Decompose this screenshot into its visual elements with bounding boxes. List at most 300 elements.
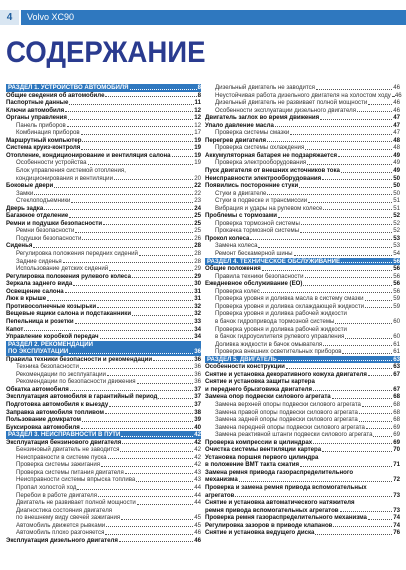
dot-leader — [54, 187, 193, 188]
dot-leader — [345, 338, 392, 339]
toc-entry-title: РАЗДЕЛ 3. НЕИСПРАВНОСТИ В ПУТИ — [8, 431, 121, 439]
toc-entry-title: Снятие и установка ведущего диска — [205, 529, 315, 537]
toc-section-heading — [205, 356, 400, 364]
toc-page-number: 19 — [194, 151, 201, 159]
toc-entry-title: Общие положения — [205, 265, 261, 273]
dot-leader — [258, 247, 392, 248]
header-bar — [21, 10, 406, 25]
dot-leader — [308, 202, 392, 203]
toc-page-number: 50 — [393, 174, 400, 182]
dot-leader — [172, 156, 194, 157]
toc-page-number: 40 — [194, 423, 201, 431]
toc-entry-title: Замки — [16, 189, 34, 197]
toc-entry — [6, 182, 201, 190]
toc-page-number: 68 — [393, 400, 400, 408]
dot-leader — [82, 239, 193, 240]
dot-leader — [109, 270, 193, 271]
dot-leader — [122, 443, 193, 444]
dot-leader — [80, 368, 193, 369]
dot-leader — [88, 164, 194, 165]
toc-page-number: 52 — [393, 219, 400, 227]
toc-entry-title: Замена ремня привода газораспределительного — [205, 468, 354, 476]
toc-entry — [205, 393, 400, 401]
dot-leader — [332, 398, 393, 399]
dot-leader — [130, 89, 197, 90]
toc-entry — [6, 318, 201, 326]
dot-leader — [316, 89, 392, 90]
toc-entry — [205, 129, 400, 137]
toc-page-number: 56 — [393, 257, 400, 265]
toc-entry-title: Проверка уровня и доливка масла в систему смазки — [215, 295, 364, 303]
dot-leader — [366, 428, 392, 429]
toc-entry-title: Доливка жидкости в бачок омывателя — [215, 340, 323, 348]
toc-entry-title: Система круиз-контроля — [6, 144, 81, 152]
toc-entry — [6, 197, 201, 205]
toc-page-number: 69 — [393, 423, 400, 431]
toc-page-number: 42 — [194, 461, 201, 469]
toc-entry — [205, 348, 400, 356]
dot-leader — [290, 134, 392, 135]
toc-page-number: 38 — [194, 408, 201, 416]
toc-entry-title: Проверка системы зажигания — [16, 461, 101, 469]
toc-entry — [6, 99, 201, 107]
toc-page-number: 28 — [194, 242, 201, 250]
toc-entry — [205, 310, 400, 318]
toc-entry-title: Вещевые ящики салона и подстаканники — [6, 310, 132, 318]
page-title: СОДЕРЖАНИЕ — [6, 36, 206, 69]
dot-leader — [299, 187, 392, 188]
toc-entry — [205, 220, 400, 228]
dot-leader — [69, 104, 193, 105]
toc-entry — [205, 122, 400, 130]
toc-entry-title: Люк в крыше — [6, 295, 47, 303]
toc-entry — [6, 235, 201, 243]
toc-entry-title: Особенности эксплуатации дизельного двигателя — [215, 106, 357, 114]
toc-entry-title: механизма — [205, 476, 238, 484]
toc-page-number: 31 — [194, 287, 201, 295]
dot-leader — [335, 323, 392, 324]
dot-leader — [105, 413, 193, 414]
toc-entry-title: Автомобиль плохо разгоняется — [16, 529, 105, 537]
page-header — [0, 10, 406, 25]
toc-entry — [6, 371, 201, 379]
dot-leader — [82, 421, 193, 422]
dot-leader — [153, 360, 193, 361]
toc-entry — [6, 333, 201, 341]
toc-entry-title: Сиденья — [6, 242, 33, 250]
toc-page-number: 48 — [393, 144, 400, 152]
toc-entry-title: Неисправности в системе пуска — [16, 453, 107, 461]
toc-entry-title: Проверка системы охлаждения — [215, 144, 305, 152]
toc-page-number: 61 — [393, 348, 400, 356]
toc-entry — [6, 250, 201, 258]
toc-entry — [6, 356, 201, 364]
toc-page-number: 69 — [393, 438, 400, 446]
toc-entry-title: Регулировка зазоров в приводе клапанов — [205, 521, 333, 529]
toc-entry-title: Ремни и подушки безопасности — [6, 219, 103, 227]
toc-entry-title: Перегрев двигателя — [205, 136, 267, 144]
toc-entry — [6, 227, 201, 235]
toc-page-number: 68 — [393, 416, 400, 424]
toc-entry-title: Упало давление масла — [205, 121, 274, 129]
toc-page-number: 44 — [194, 491, 201, 499]
toc-page-number: 28 — [194, 257, 201, 265]
toc-entry-title: Правила техники безопасности — [215, 272, 304, 280]
toc-entry-title: Панель приборов — [16, 121, 66, 129]
toc-page-number: 46 — [194, 529, 201, 537]
toc-entry-title: Неисправности системы впрыска топлива — [16, 476, 136, 484]
dot-leader — [278, 217, 392, 218]
toc-page-number: 37 — [194, 393, 201, 401]
dot-leader — [235, 496, 392, 497]
toc-entry — [205, 499, 400, 507]
toc-page-number: 45 — [194, 521, 201, 529]
toc-page-number: 42 — [194, 431, 201, 439]
dot-leader — [24, 330, 193, 331]
dot-leader — [69, 353, 193, 354]
toc-entry — [205, 144, 400, 152]
toc-entry-title: Регулировка положения рулевого колеса — [6, 272, 131, 280]
toc-entry — [6, 242, 201, 250]
toc-page-number: 19 — [194, 144, 201, 152]
dot-leader — [262, 270, 392, 271]
toc-page-number: 26 — [194, 234, 201, 242]
toc-entry-title: Прокол колеса — [205, 234, 250, 242]
toc-page-number: 17 — [194, 129, 201, 137]
toc-entry-title: агрегатов — [205, 491, 235, 499]
toc-entry-title: Багажное отделение — [6, 212, 69, 220]
toc-page-number: 31 — [194, 295, 201, 303]
toc-entry-title: Проверка тормозной системы — [215, 219, 300, 227]
toc-page-number: 8 — [197, 91, 201, 99]
toc-entry — [6, 446, 201, 454]
toc-entry — [6, 476, 201, 484]
toc-page-number: 25 — [194, 212, 201, 220]
toc-entry — [205, 273, 400, 281]
dot-leader — [121, 519, 193, 520]
toc-entry-title: Пропал холостой ход — [16, 483, 77, 491]
dot-leader — [365, 307, 392, 308]
dot-leader — [65, 111, 193, 112]
dot-leader — [368, 104, 392, 105]
dot-leader — [108, 458, 194, 459]
dot-leader — [132, 315, 193, 316]
toc-page-number: 74 — [393, 514, 400, 522]
toc-page-number: 37 — [194, 400, 201, 408]
toc-entry — [205, 265, 400, 273]
dot-leader — [119, 541, 193, 542]
toc-entry — [6, 92, 201, 100]
toc-entry — [6, 167, 201, 175]
dot-leader — [373, 436, 392, 437]
toc-page-number: 72 — [393, 476, 400, 484]
toc-entry-title: Проверка системы смазки — [215, 129, 290, 137]
toc-entry — [205, 242, 400, 250]
dot-leader — [73, 285, 193, 286]
toc-entry-title: Дизельный двигатель не заводится — [215, 84, 315, 91]
toc-section-heading — [6, 341, 201, 349]
toc-entry — [6, 469, 201, 477]
toc-entry — [6, 492, 201, 500]
toc-entry-title: Появились посторонние стуки — [205, 182, 299, 190]
toc-page-number: 42 — [194, 446, 201, 454]
toc-entry — [205, 227, 400, 235]
toc-page-number: 52 — [393, 227, 400, 235]
toc-entry — [205, 288, 400, 296]
toc-entry-title: Бензиновый двигатель не заводится — [16, 446, 120, 454]
toc-page-number: 46 — [393, 99, 400, 107]
toc-entry — [205, 476, 400, 484]
toc-page-number: 56 — [393, 287, 400, 295]
toc-page-number: 46 — [393, 84, 400, 91]
toc-entry — [6, 273, 201, 281]
toc-section-heading — [6, 348, 201, 356]
toc-entry-title: Управление коробкой передач — [6, 333, 99, 341]
dot-leader — [303, 285, 392, 286]
dot-leader — [261, 292, 392, 293]
toc-entry-title: Блок управления системой отопления, — [16, 167, 126, 175]
toc-entry — [6, 378, 201, 386]
toc-page-number: 43 — [194, 468, 201, 476]
toc-entry-title: РАЗДЕЛ 4. ТЕХНИЧЕСКОЕ ОБСЛУЖИВАНИЕ — [207, 257, 341, 265]
toc-entry — [205, 205, 400, 213]
toc-entry-title: Боковые двери — [6, 182, 54, 190]
toc-page-number: 63 — [393, 355, 400, 363]
toc-entry — [6, 212, 201, 220]
dot-leader — [368, 519, 392, 520]
dot-leader — [342, 353, 392, 354]
dot-leader — [357, 111, 392, 112]
toc-entry-title: Подготовка автомобиля к выезду — [6, 400, 109, 408]
toc-entry — [205, 212, 400, 220]
toc-entry-title: Ремни безопасности — [16, 227, 75, 235]
toc-entry-title: Задние сиденья — [16, 257, 62, 265]
toc-page-number: 54 — [393, 250, 400, 258]
toc-page-number: 46 — [394, 91, 402, 99]
toc-entry-title: Неисправности электрооборудования — [205, 174, 322, 182]
toc-entry-title: Противосолнечные козырьки — [6, 302, 97, 310]
toc-entry — [6, 159, 201, 167]
toc-page-number: 74 — [393, 521, 400, 529]
toc-entry — [6, 258, 201, 266]
dot-leader — [250, 239, 392, 240]
toc-entry — [6, 416, 201, 424]
toc-entry — [6, 529, 201, 537]
toc-page-number: 22 — [194, 182, 201, 190]
toc-entry-title: в положение ВМТ такта сжатия — [205, 461, 300, 469]
toc-entry — [6, 363, 201, 371]
toc-left-column — [6, 84, 201, 544]
dot-leader — [125, 473, 193, 474]
dot-leader — [67, 126, 193, 127]
toc-entry-title: Проверка уровня и доливка рабочей жидкости — [215, 325, 347, 333]
toc-entry — [6, 175, 201, 183]
toc-entry — [205, 341, 400, 349]
toc-entry-title: Стуки в двигателе — [215, 189, 267, 197]
dot-leader — [105, 534, 193, 535]
toc-section-heading — [6, 84, 201, 92]
toc-entry-title: Замена верхней опоры подвески силового агрегата — [215, 400, 361, 408]
dot-leader — [100, 338, 194, 339]
toc-page-number: 47 — [393, 114, 400, 122]
toc-entry-title: Правила техники безопасности и рекомендации — [6, 355, 153, 363]
toc-page-number: 39 — [194, 416, 201, 424]
toc-entry-title: кондиционирования и вентиляции — [16, 174, 113, 182]
dot-leader — [300, 466, 392, 467]
toc-entry-title: Очистка системы вентиляции картера — [205, 446, 322, 454]
toc-entry — [205, 514, 400, 522]
dot-leader — [120, 451, 193, 452]
toc-entry-title: в бачок гидропривода тормозной системы — [215, 317, 335, 325]
toc-entry-title: Перебои в работе двигателя — [16, 491, 98, 499]
toc-page-number: 51 — [393, 204, 400, 212]
toc-entry — [205, 446, 400, 454]
toc-entry-title: Снятие и установка декоративного кожуха двигателя — [205, 370, 367, 378]
toc-entry-title: Проверка электрооборудования — [215, 159, 307, 167]
toc-entry-title: Органы управления — [6, 114, 67, 122]
toc-page-number: 56 — [393, 272, 400, 280]
toc-entry-title: Общие сведения об автомобиле — [6, 91, 105, 99]
toc-entry — [6, 522, 201, 530]
dot-leader — [109, 406, 193, 407]
toc-entry-title: Замена опор подвески силового агрегата — [205, 393, 331, 401]
toc-page-number: 36 — [194, 348, 201, 356]
toc-entry — [205, 159, 400, 167]
dot-leader — [323, 345, 392, 346]
toc-entry-title: ремня привода вспомогательных агрегатов — [205, 506, 339, 514]
toc-entry-title: Автомобиль движется рывками — [16, 521, 106, 529]
toc-entry-title: Двигатель не развивает полной мощности — [16, 499, 136, 507]
toc-entry — [205, 99, 400, 107]
toc-entry — [205, 507, 400, 515]
toc-page-number: 73 — [393, 491, 400, 499]
toc-page-number: 22 — [194, 189, 201, 197]
toc-entry — [205, 401, 400, 409]
toc-entry — [205, 416, 400, 424]
toc-entry — [6, 514, 201, 522]
toc-page-number: 34 — [194, 333, 201, 341]
toc-page-number: 33 — [194, 317, 201, 325]
toc-entry — [205, 386, 400, 394]
toc-entry-title: Буксировка автомобиля — [6, 423, 80, 431]
toc-entry — [6, 114, 201, 122]
toc-entry — [6, 295, 201, 303]
toc-entry-title: Эксплуатация автомобиля в гарантийный период — [6, 393, 158, 401]
toc-entry-title: Проверка системы питания двигателя — [16, 468, 124, 476]
dot-leader — [278, 360, 393, 361]
toc-entry — [205, 431, 400, 439]
toc-entry-title: Замена задней опоры подвески силового агрегата — [215, 416, 358, 424]
dot-leader — [286, 368, 392, 369]
toc-entry — [6, 386, 201, 394]
dot-leader — [137, 504, 193, 505]
toc-page-number: 76 — [393, 529, 400, 537]
dot-leader — [323, 209, 392, 210]
toc-entry-title: Паспортные данные — [6, 99, 69, 107]
toc-entry-title: Снятие и установка защиты картера — [205, 378, 315, 386]
toc-page-number: 23 — [194, 197, 201, 205]
toc-entry-title: Стуки в подвеске и трансмиссии — [215, 197, 308, 205]
toc-entry-title: Капот — [6, 325, 24, 333]
toc-entry-title: Проверка колес — [215, 287, 260, 295]
toc-page-number: 29 — [194, 272, 201, 280]
dot-leader — [107, 375, 193, 376]
dot-leader — [315, 534, 392, 535]
toc-entry — [205, 522, 400, 530]
toc-page-number: 56 — [393, 265, 400, 273]
toc-page-number: 25 — [194, 219, 201, 227]
toc-page-number: 20 — [194, 174, 201, 182]
toc-entry — [6, 144, 201, 152]
toc-entry — [6, 137, 201, 145]
toc-page-number: 19 — [194, 159, 201, 167]
toc-page-number: 47 — [393, 129, 400, 137]
toc-page-number: 59 — [393, 302, 400, 310]
toc-entry — [205, 378, 400, 386]
dot-leader — [81, 428, 193, 429]
toc-entry — [6, 310, 201, 318]
toc-entry-title: в бачок гидроусилителя рулевого управления — [215, 333, 345, 341]
dot-leader — [267, 141, 392, 142]
toc-page-number: 37 — [194, 385, 201, 393]
toc-entry — [205, 107, 400, 115]
toc-page-number: 30 — [194, 280, 201, 288]
dot-leader — [44, 209, 193, 210]
toc-entry — [6, 107, 201, 115]
dot-leader — [239, 481, 393, 482]
toc-entry — [6, 484, 201, 492]
toc-page-number: 32 — [194, 310, 201, 318]
toc-section-heading — [205, 258, 400, 266]
toc-page-number: 24 — [194, 204, 201, 212]
dot-leader — [75, 232, 193, 233]
toc-page-number: 45 — [194, 514, 201, 522]
toc-entry-title: Вибрация и удары на рулевом колесе — [215, 204, 323, 212]
toc-page-number: 51 — [393, 197, 400, 205]
toc-page-number: 12 — [194, 121, 201, 129]
toc-entry-title: Стеклоподъемники — [16, 197, 71, 205]
dot-leader — [69, 217, 193, 218]
dot-leader — [103, 224, 193, 225]
toc-page-number: 25 — [194, 227, 201, 235]
toc-entry-title: Пользование домкратом — [6, 416, 81, 424]
toc-page-number: 47 — [393, 121, 400, 129]
toc-page-number: 67 — [393, 370, 400, 378]
toc-entry-title: РАЗДЕЛ 2. РЕКОМЕНДАЦИИ — [8, 340, 93, 348]
toc-page-number: 36 — [194, 378, 201, 386]
toc-entry-title: Дверь задка — [6, 204, 44, 212]
toc-page-number: 28 — [194, 250, 201, 258]
toc-entry — [6, 537, 201, 545]
dot-leader — [77, 489, 193, 490]
dot-leader — [71, 202, 193, 203]
toc-entry-title: РАЗДЕЛ 5. ДВИГАТЕЛЬ — [207, 355, 277, 363]
toc-entry — [205, 333, 400, 341]
toc-entry — [205, 182, 400, 190]
toc-entry-title: Ежедневное обслуживание (ЕО) — [205, 280, 303, 288]
dot-leader — [81, 134, 194, 135]
dot-leader — [340, 511, 393, 512]
toc-page-number: 49 — [393, 159, 400, 167]
toc-entry — [205, 84, 400, 92]
toc-entry — [205, 469, 400, 477]
dot-leader — [301, 224, 392, 225]
toc-entry — [205, 326, 400, 334]
toc-page-number: 49 — [393, 167, 400, 175]
dot-leader — [338, 156, 392, 157]
toc-entry-title: Проверка внешних осветительных приборов — [215, 348, 342, 356]
dot-leader — [341, 262, 392, 263]
